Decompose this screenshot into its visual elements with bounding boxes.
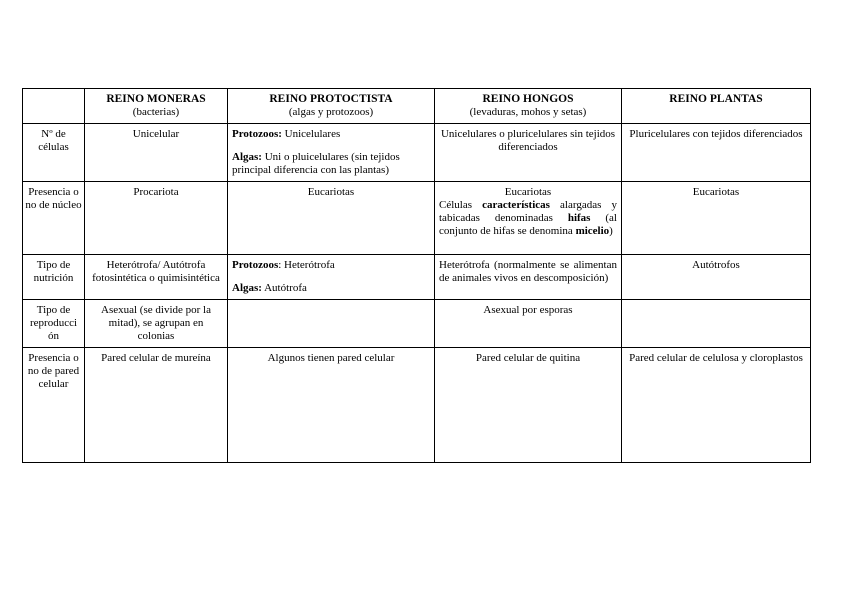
protozoos-text: Unicelulares bbox=[281, 128, 341, 140]
cell-plantas-celulas: Pluricelulares con tejidos diferenciados bbox=[622, 124, 811, 182]
row-label-reproduccion: Tipo de reproducci ón bbox=[23, 300, 85, 348]
algas-nutricion-label: Algas: bbox=[232, 282, 262, 294]
hongos-nucleo-b1: características bbox=[482, 199, 550, 211]
algas-text: Uni o pluicelulares (sin tejidos principal diferencia con las plantas) bbox=[232, 151, 400, 176]
cell-protoctista-celulas bbox=[228, 124, 435, 182]
cell-plantas-nutricion: Autótrofos bbox=[622, 255, 811, 300]
cell-plantas-reproduccion bbox=[622, 300, 811, 348]
algas-label: Algas: bbox=[232, 151, 262, 163]
cell-hongos-nucleo bbox=[435, 182, 622, 255]
cell-moneras-reproduccion: Asexual (se divide por la mitad), se agrupan en colonias bbox=[85, 300, 228, 348]
header-hongos-sub: (levaduras, mohos y setas) bbox=[469, 106, 587, 118]
cell-protoctista-pared: Algunos tienen pared celular bbox=[228, 348, 435, 463]
cell-moneras-pared: Pared celular de mureína bbox=[85, 348, 228, 463]
hongos-nucleo-title: Eucariotas bbox=[504, 186, 552, 198]
cell-moneras-celulas: Unicelular bbox=[85, 124, 228, 182]
header-hongos-title: REINO HONGOS bbox=[482, 93, 574, 105]
header-protoctista-sub: (algas y protozoos) bbox=[288, 106, 374, 118]
header-moneras bbox=[85, 89, 228, 124]
table-row bbox=[23, 255, 811, 300]
protozoos-label: Protozoos: bbox=[232, 128, 282, 140]
table-row bbox=[23, 124, 811, 182]
cell-hongos-pared: Pared celular de quitina bbox=[435, 348, 622, 463]
cell-moneras-nucleo: Procariota bbox=[85, 182, 228, 255]
header-moneras-title: REINO MONERAS bbox=[106, 93, 206, 105]
hongos-nucleo-t4: ) bbox=[609, 225, 613, 237]
header-protoctista-title: REINO PROTOCTISTA bbox=[269, 93, 393, 105]
header-moneras-sub: (bacterias) bbox=[132, 106, 180, 118]
table-header-row bbox=[23, 89, 811, 124]
header-empty-cell bbox=[23, 89, 85, 124]
protozoos-nutricion-label: Protozoos bbox=[232, 259, 279, 271]
cell-hongos-nutricion: Heterótrofa (normalmente se alimentan de animales vivos en descomposición) bbox=[435, 255, 622, 300]
cell-moneras-nutricion: Heterótrofa/ Autótrofa fotosintética o quimisintética bbox=[85, 255, 228, 300]
cell-protoctista-reproduccion bbox=[228, 300, 435, 348]
cell-protoctista-nucleo: Eucariotas bbox=[228, 182, 435, 255]
table-row bbox=[23, 300, 811, 348]
hongos-nucleo-b2: hifas bbox=[567, 212, 591, 224]
cell-plantas-nucleo: Eucariotas bbox=[622, 182, 811, 255]
hongos-nucleo-t1: Células bbox=[439, 199, 483, 211]
row-label-pared: Presencia o no de pared celular bbox=[23, 348, 85, 463]
row-label-nucleo: Presencia o no de núcleo bbox=[23, 182, 85, 255]
header-protoctista bbox=[228, 89, 435, 124]
protozoos-nutricion-text: : Heterótrofa bbox=[278, 259, 335, 271]
header-plantas bbox=[622, 89, 811, 124]
cell-hongos-celulas: Unicelulares o pluricelulares sin tejidos diferenciados bbox=[435, 124, 622, 182]
row-label-nutricion: Tipo de nutrición bbox=[23, 255, 85, 300]
table-row bbox=[23, 348, 811, 463]
hongos-nucleo-t3: (al conjunto de hifas se denomina bbox=[439, 212, 617, 237]
cell-protoctista-nutricion bbox=[228, 255, 435, 300]
header-hongos bbox=[435, 89, 622, 124]
hongos-nucleo-t2: alargadas y tabicadas denominadas bbox=[439, 199, 617, 224]
hongos-nucleo-b3: micelio bbox=[575, 225, 610, 237]
algas-nutricion-text: Autótrofa bbox=[261, 282, 307, 294]
cell-plantas-pared: Pared celular de celulosa y cloroplastos bbox=[622, 348, 811, 463]
cell-hongos-reproduccion: Asexual por esporas bbox=[435, 300, 622, 348]
row-label-celulas: Nº de células bbox=[23, 124, 85, 182]
table-row bbox=[23, 182, 811, 255]
header-plantas-title: REINO PLANTAS bbox=[669, 93, 763, 105]
kingdoms-table bbox=[22, 88, 811, 463]
